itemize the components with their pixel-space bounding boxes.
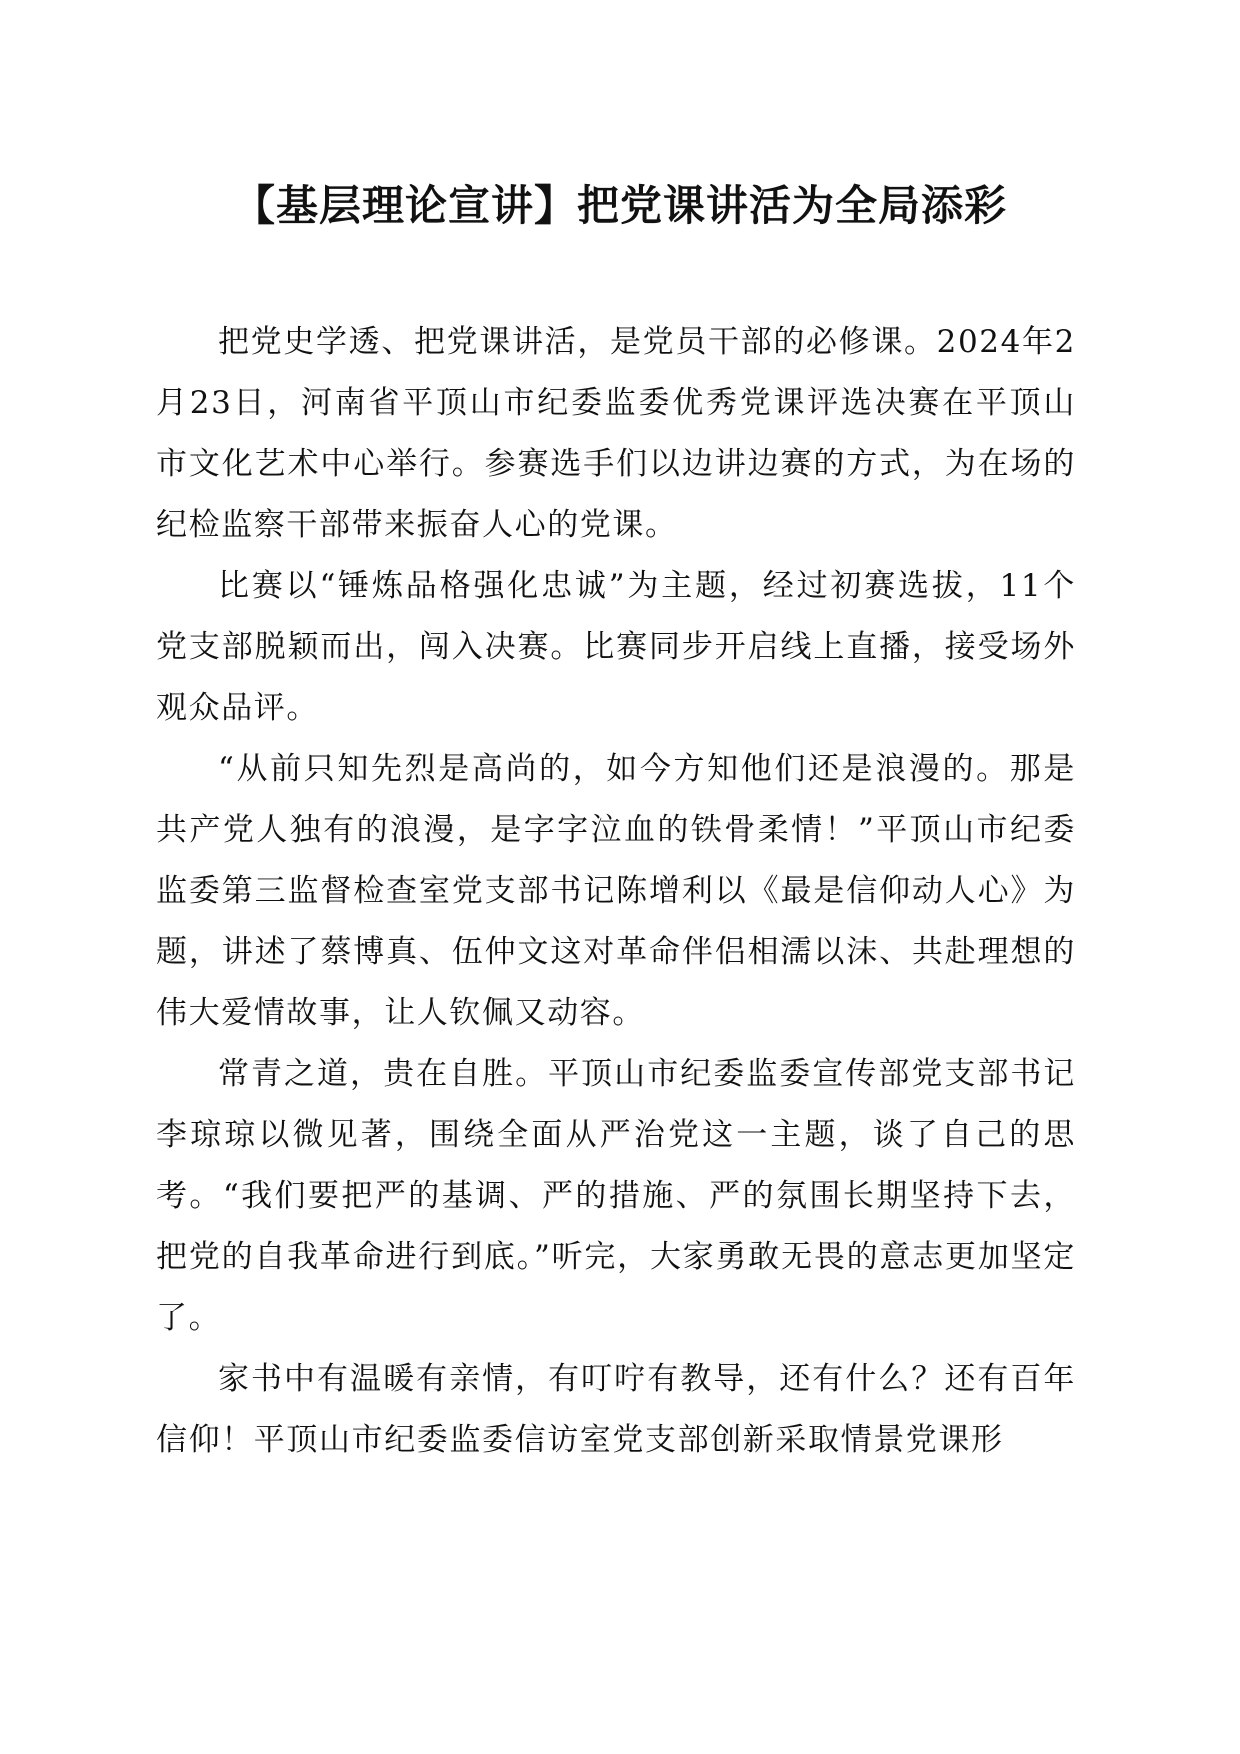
document-title: 【基层理论宣讲】把党课讲活为全局添彩 [232, 181, 1007, 230]
body-paragraph: 比赛以“锤炼品格强化忠诚”为主题，经过初赛选拔，11个党支部脱颖而出，闯入决赛。比赛同步开启线上直播，接受场外观众品评。 [156, 568, 1076, 726]
body-paragraph: 家书中有温暖有亲情，有叮咛有教导，还有什么？还有百年信仰！平顶山市纪委监委信访室党支部创新采取情景党课形 [156, 1361, 1076, 1458]
body-paragraph: 常青之道，贵在自胜。平顶山市纪委监委宣传部党支部书记李琼琼以微见著，围绕全面从严治党这一主题，谈了自己的思考。“我们要把严的基调、严的措施、严的氛围长期坚持下去，把党的自我革命进行到底。”听完，大家勇敢无畏的意志更加坚定了。 [156, 1056, 1076, 1336]
body-paragraph: 把党史学透、把党课讲活，是党员干部的必修课。2024年2月23日，河南省平顶山市纪委监委优秀党课评选决赛在平顶山市文化艺术中心举行。参赛选手们以边讲边赛的方式，为在场的纪检监察干部带来振奋人心的党课。 [156, 324, 1076, 543]
body-paragraph: “从前只知先烈是高尚的，如今方知他们还是浪漫的。那是共产党人独有的浪漫，是字字泣血的铁骨柔情！”平顶山市纪委监委第三监督检查室党支部书记陈增利以《最是信仰动人心》为题，讲述了蔡博真、伍仲文这对革命伴侣相濡以沫、共赴理想的伟大爱情故事，让人钦佩又动容。 [156, 751, 1076, 1031]
document-body [156, 312, 1076, 1471]
